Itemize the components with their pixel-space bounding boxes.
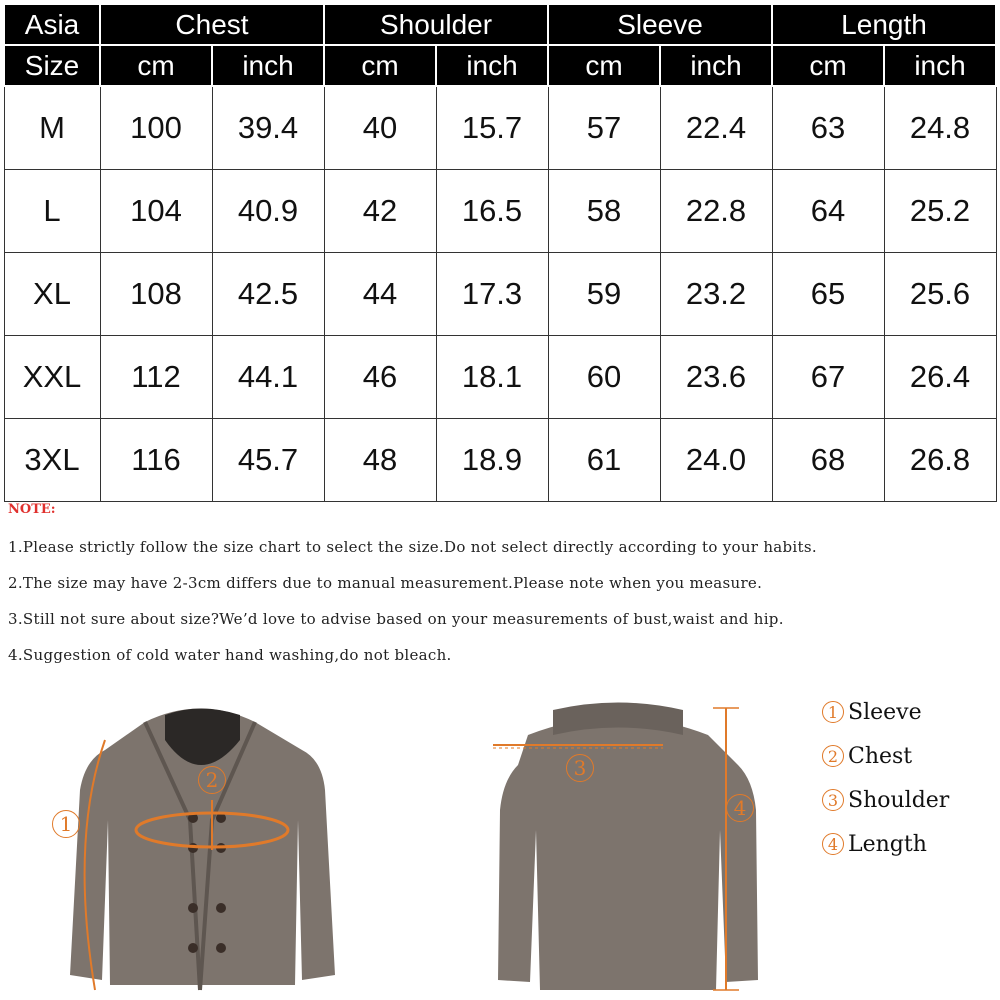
table-cell: 24.0 (660, 419, 772, 502)
group-header-chest: Chest (100, 4, 324, 45)
table-cell: 65 (772, 253, 884, 336)
legend-label: Shoulder (848, 787, 950, 813)
unit-header-inch: inch (660, 45, 772, 86)
size-cell: XL (4, 253, 100, 336)
table-cell: 100 (100, 86, 212, 170)
table-cell: 61 (548, 419, 660, 502)
unit-header-inch: inch (212, 45, 324, 86)
note-line: 4.Suggestion of cold water hand washing,do not bleach. (8, 646, 452, 664)
marker-length: 4 (726, 794, 754, 822)
table-cell: 67 (772, 336, 884, 419)
size-cell: 3XL (4, 419, 100, 502)
table-cell: 40.9 (212, 170, 324, 253)
unit-header-cm: cm (324, 45, 436, 86)
header-row-groups (4, 4, 996, 45)
legend-item (822, 690, 949, 734)
unit-header-cm: cm (772, 45, 884, 86)
table-cell: 108 (100, 253, 212, 336)
table-cell: 23.6 (660, 336, 772, 419)
table-cell: 23.2 (660, 253, 772, 336)
legend-item (822, 778, 949, 822)
marker-sleeve: 1 (52, 810, 80, 838)
table-row (4, 170, 996, 253)
table-cell: 60 (548, 336, 660, 419)
table-cell: 26.4 (884, 336, 996, 419)
unit-header-inch: inch (884, 45, 996, 86)
table-cell: 40 (324, 86, 436, 170)
unit-header-inch: inch (436, 45, 548, 86)
table-cell: 42 (324, 170, 436, 253)
table-cell: 44.1 (212, 336, 324, 419)
size-chart-table (3, 3, 997, 502)
sweater-front-image (40, 690, 340, 995)
size-cell: L (4, 170, 100, 253)
table-row (4, 336, 996, 419)
table-cell: 16.5 (436, 170, 548, 253)
table-cell: 46 (324, 336, 436, 419)
group-header-length: Length (772, 4, 996, 45)
note-line: 1.Please strictly follow the size chart to select the size.Do not select directly according to your habits. (8, 538, 817, 556)
table-row (4, 419, 996, 502)
table-cell: 45.7 (212, 419, 324, 502)
table-cell: 59 (548, 253, 660, 336)
table-cell: 39.4 (212, 86, 324, 170)
table-cell: 18.9 (436, 419, 548, 502)
legend-number: 1 (822, 701, 844, 723)
table-cell: 44 (324, 253, 436, 336)
legend-number: 4 (822, 833, 844, 855)
size-header (4, 4, 100, 45)
table-row (4, 253, 996, 336)
table-cell: 25.6 (884, 253, 996, 336)
table-row (4, 86, 996, 170)
note-line: 2.The size may have 2-3cm differs due to manual measurement.Please note when you measure. (8, 574, 763, 592)
legend-label: Length (848, 831, 927, 857)
marker-chest: 2 (198, 766, 226, 794)
table-cell: 57 (548, 86, 660, 170)
table-cell: 116 (100, 419, 212, 502)
table-cell: 104 (100, 170, 212, 253)
table-cell: 64 (772, 170, 884, 253)
unit-header-cm: cm (548, 45, 660, 86)
table-cell: 58 (548, 170, 660, 253)
marker-shoulder: 3 (566, 754, 594, 782)
table-cell: 42.5 (212, 253, 324, 336)
table-cell: 48 (324, 419, 436, 502)
table-cell: 18.1 (436, 336, 548, 419)
table-cell: 112 (100, 336, 212, 419)
legend-number: 2 (822, 745, 844, 767)
size-cell: XXL (4, 336, 100, 419)
legend-item (822, 734, 949, 778)
legend-item (822, 822, 949, 866)
group-header-sleeve: Sleeve (548, 4, 772, 45)
size-header-2: Size (4, 45, 100, 86)
table-cell: 25.2 (884, 170, 996, 253)
sweater-front-illustration (40, 690, 340, 995)
table-cell: 68 (772, 419, 884, 502)
group-header-shoulder: Shoulder (324, 4, 548, 45)
size-header-line1: Asia (24, 8, 80, 40)
table-cell: 26.8 (884, 419, 996, 502)
table-cell: 63 (772, 86, 884, 170)
table-cell: 22.4 (660, 86, 772, 170)
note-title: NOTE: (8, 502, 56, 517)
notes-section (8, 502, 998, 681)
table-cell: 17.3 (436, 253, 548, 336)
unit-header-cm: cm (100, 45, 212, 86)
measurement-legend (822, 690, 949, 866)
table-cell: 15.7 (436, 86, 548, 170)
sweater-back-image (458, 690, 778, 995)
size-cell: M (4, 86, 100, 170)
legend-label: Sleeve (848, 699, 922, 725)
sweater-back-illustration (458, 690, 778, 995)
table-cell: 22.8 (660, 170, 772, 253)
header-row-units (4, 45, 996, 86)
legend-number: 3 (822, 789, 844, 811)
note-line: 3.Still not sure about size?We’d love to advise based on your measurements of bust,waist and hip. (8, 610, 784, 628)
table-cell: 24.8 (884, 86, 996, 170)
legend-label: Chest (848, 743, 913, 769)
